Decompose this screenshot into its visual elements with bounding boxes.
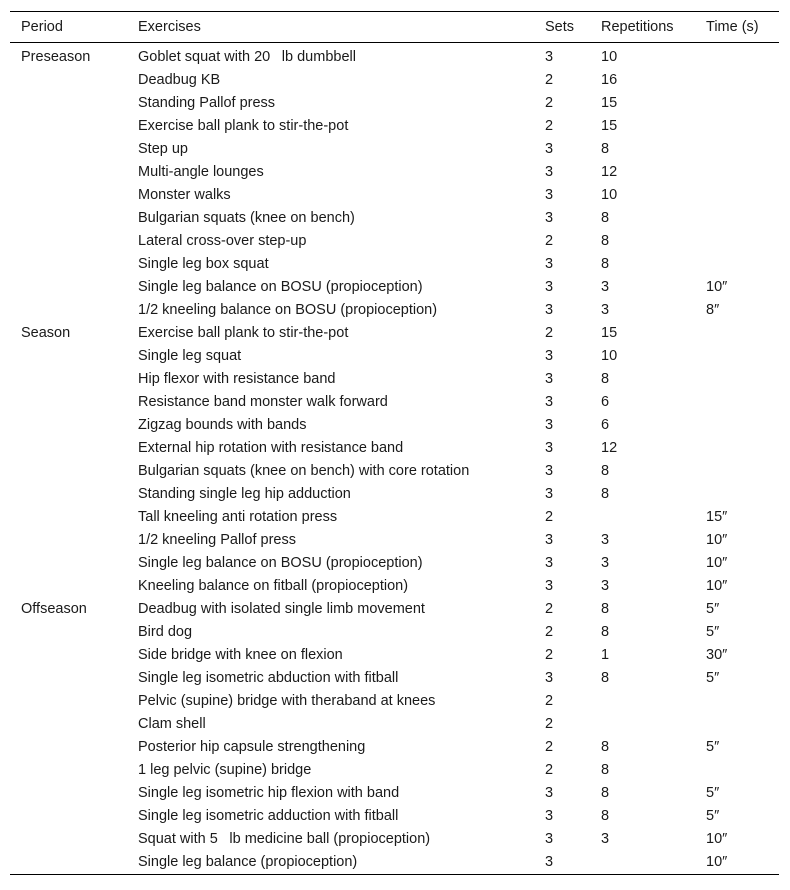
cell-sets: 3 bbox=[545, 256, 554, 272]
cell-sets: 3 bbox=[545, 394, 554, 410]
cell-time bbox=[695, 368, 779, 391]
cell-sets: 3 bbox=[545, 210, 554, 226]
cell-period bbox=[10, 552, 127, 575]
cell-repetitions: 10 bbox=[601, 49, 618, 65]
cell-sets: 3 bbox=[545, 440, 554, 456]
cell-sets: 3 bbox=[545, 831, 554, 847]
cell-repetitions: 12 bbox=[601, 164, 618, 180]
table-row bbox=[10, 276, 779, 299]
cell-exercise: Bird dog bbox=[138, 624, 193, 640]
cell-sets: 2 bbox=[545, 72, 554, 88]
cell-period bbox=[10, 276, 127, 299]
table-row bbox=[10, 598, 779, 621]
cell-time bbox=[695, 759, 779, 782]
cell-time: 8″ bbox=[706, 302, 720, 318]
cell-sets: 2 bbox=[545, 233, 554, 249]
cell-period bbox=[10, 161, 127, 184]
cell-period bbox=[10, 621, 127, 644]
cell-exercise: Multi-angle lounges bbox=[138, 164, 264, 180]
cell-repetitions: 8 bbox=[601, 601, 610, 617]
cell-sets: 3 bbox=[545, 141, 554, 157]
cell-exercise: Lateral cross-over step-up bbox=[138, 233, 307, 249]
cell-period bbox=[10, 368, 127, 391]
cell-period bbox=[10, 345, 127, 368]
cell-repetitions: 15 bbox=[601, 95, 618, 111]
cell-sets: 3 bbox=[545, 486, 554, 502]
cell-repetitions: 8 bbox=[601, 808, 610, 824]
cell-period bbox=[10, 391, 127, 414]
cell-period bbox=[10, 184, 127, 207]
table-row bbox=[10, 391, 779, 414]
cell-period bbox=[10, 690, 127, 713]
cell-repetitions: 3 bbox=[601, 532, 610, 548]
cell-sets: 2 bbox=[545, 325, 554, 341]
cell-repetitions: 15 bbox=[601, 118, 618, 134]
cell-exercise: Goblet squat with 20 lb dumbbell bbox=[138, 49, 356, 65]
header-period: Period bbox=[21, 19, 63, 35]
cell-exercise: Single leg isometric hip flexion with band bbox=[138, 785, 400, 801]
cell-exercise: Zigzag bounds with bands bbox=[138, 417, 307, 433]
cell-exercise: Step up bbox=[138, 141, 188, 157]
cell-repetitions: 8 bbox=[601, 486, 610, 502]
cell-sets: 2 bbox=[545, 739, 554, 755]
table-row bbox=[10, 529, 779, 552]
cell-time bbox=[695, 138, 779, 161]
cell-time bbox=[695, 437, 779, 460]
table-row bbox=[10, 184, 779, 207]
cell-sets: 2 bbox=[545, 762, 554, 778]
cell-exercise: 1/2 kneeling Pallof press bbox=[138, 532, 296, 548]
cell-sets: 2 bbox=[545, 95, 554, 111]
cell-repetitions: 8 bbox=[601, 233, 610, 249]
cell-repetitions: 8 bbox=[601, 670, 610, 686]
table-row bbox=[10, 483, 779, 506]
cell-period bbox=[10, 805, 127, 828]
cell-sets: 2 bbox=[545, 647, 554, 663]
cell-repetitions: 3 bbox=[601, 279, 610, 295]
cell-repetitions: 10 bbox=[601, 348, 618, 364]
cell-repetitions: 8 bbox=[601, 371, 610, 387]
cell-sets: 3 bbox=[545, 164, 554, 180]
table-row bbox=[10, 92, 779, 115]
cell-time bbox=[695, 230, 779, 253]
cell-period: Preseason bbox=[21, 49, 91, 65]
cell-time: 5″ bbox=[706, 808, 720, 824]
cell-exercise: Standing single leg hip adduction bbox=[138, 486, 351, 502]
cell-period bbox=[10, 230, 127, 253]
cell-sets: 3 bbox=[545, 808, 554, 824]
cell-time: 10″ bbox=[706, 578, 728, 594]
cell-sets: 3 bbox=[545, 555, 554, 571]
cell-time bbox=[695, 322, 779, 345]
cell-period bbox=[10, 575, 127, 598]
table-row bbox=[10, 437, 779, 460]
cell-time bbox=[695, 253, 779, 276]
cell-sets: 3 bbox=[545, 670, 554, 686]
header-sets: Sets bbox=[545, 19, 575, 35]
cell-time bbox=[695, 345, 779, 368]
cell-time bbox=[695, 414, 779, 437]
table-row bbox=[10, 43, 779, 70]
cell-repetitions: 3 bbox=[601, 578, 610, 594]
cell-sets: 3 bbox=[545, 785, 554, 801]
cell-period bbox=[10, 207, 127, 230]
cell-repetitions: 12 bbox=[601, 440, 618, 456]
cell-exercise: Kneeling balance on fitball (propioception) bbox=[138, 578, 409, 594]
cell-time: 5″ bbox=[706, 624, 720, 640]
cell-period bbox=[10, 851, 127, 875]
table-row bbox=[10, 69, 779, 92]
cell-exercise: Standing Pallof press bbox=[138, 95, 276, 111]
table-row bbox=[10, 138, 779, 161]
cell-period bbox=[10, 69, 127, 92]
cell-sets: 3 bbox=[545, 49, 554, 65]
header-row bbox=[10, 12, 779, 43]
cell-exercise: Single leg isometric abduction with fitball bbox=[138, 670, 399, 686]
cell-exercise: External hip rotation with resistance band bbox=[138, 440, 404, 456]
cell-exercise: Hip flexor with resistance band bbox=[138, 371, 336, 387]
table-row bbox=[10, 713, 779, 736]
cell-sets: 2 bbox=[545, 624, 554, 640]
table-row bbox=[10, 299, 779, 322]
cell-sets: 3 bbox=[545, 302, 554, 318]
cell-repetitions: 16 bbox=[601, 72, 618, 88]
cell-time bbox=[695, 184, 779, 207]
cell-time bbox=[695, 460, 779, 483]
cell-exercise: Bulgarian squats (knee on bench) bbox=[138, 210, 355, 226]
table-row bbox=[10, 690, 779, 713]
cell-sets: 3 bbox=[545, 578, 554, 594]
table-row bbox=[10, 460, 779, 483]
cell-repetitions: 3 bbox=[601, 302, 610, 318]
cell-repetitions: 8 bbox=[601, 739, 610, 755]
cell-exercise: Single leg box squat bbox=[138, 256, 269, 272]
exercise-table-container bbox=[10, 11, 779, 875]
table-row bbox=[10, 414, 779, 437]
cell-exercise: Single leg balance (propioception) bbox=[138, 854, 358, 870]
cell-repetitions: 15 bbox=[601, 325, 618, 341]
cell-time bbox=[695, 690, 779, 713]
cell-exercise: Single leg isometric adduction with fitball bbox=[138, 808, 399, 824]
cell-time: 5″ bbox=[706, 785, 720, 801]
cell-period bbox=[10, 299, 127, 322]
table-row bbox=[10, 368, 779, 391]
cell-exercise: Monster walks bbox=[138, 187, 231, 203]
cell-exercise: Exercise ball plank to stir-the-pot bbox=[138, 118, 349, 134]
cell-period bbox=[10, 414, 127, 437]
header-repetitions: Repetitions bbox=[601, 19, 674, 35]
cell-exercise: Pelvic (supine) bridge with theraband at knees bbox=[138, 693, 436, 709]
cell-time: 5″ bbox=[706, 601, 720, 617]
header-exercises: Exercises bbox=[138, 19, 201, 35]
cell-period bbox=[10, 529, 127, 552]
cell-sets: 3 bbox=[545, 463, 554, 479]
table-header bbox=[10, 12, 779, 43]
cell-sets: 3 bbox=[545, 532, 554, 548]
cell-exercise: Exercise ball plank to stir-the-pot bbox=[138, 325, 349, 341]
exercise-table bbox=[10, 11, 779, 875]
cell-time: 30″ bbox=[706, 647, 728, 663]
cell-sets: 2 bbox=[545, 716, 554, 732]
table-row bbox=[10, 115, 779, 138]
cell-period bbox=[10, 253, 127, 276]
cell-sets: 3 bbox=[545, 854, 554, 870]
cell-time: 10″ bbox=[706, 831, 728, 847]
cell-time bbox=[695, 713, 779, 736]
cell-exercise: Single leg squat bbox=[138, 348, 242, 364]
table-row bbox=[10, 161, 779, 184]
cell-repetitions: 1 bbox=[601, 647, 610, 663]
cell-sets: 3 bbox=[545, 417, 554, 433]
cell-time bbox=[695, 43, 779, 70]
cell-time: 5″ bbox=[706, 670, 720, 686]
cell-exercise: Single leg balance on BOSU (propioception) bbox=[138, 279, 423, 295]
cell-repetitions: 8 bbox=[601, 210, 610, 226]
cell-period bbox=[10, 138, 127, 161]
cell-sets: 3 bbox=[545, 187, 554, 203]
cell-repetitions: 8 bbox=[601, 624, 610, 640]
cell-time: 10″ bbox=[706, 555, 728, 571]
table-row bbox=[10, 736, 779, 759]
cell-exercise: Clam shell bbox=[138, 716, 206, 732]
table-row bbox=[10, 644, 779, 667]
cell-time: 10″ bbox=[706, 532, 728, 548]
cell-exercise: 1 leg pelvic (supine) bridge bbox=[138, 762, 312, 778]
cell-repetitions bbox=[590, 690, 695, 713]
cell-time: 15″ bbox=[706, 509, 728, 525]
table-row bbox=[10, 322, 779, 345]
cell-period: Offseason bbox=[21, 601, 87, 617]
cell-exercise: Tall kneeling anti rotation press bbox=[138, 509, 338, 525]
cell-time bbox=[695, 161, 779, 184]
cell-period bbox=[10, 506, 127, 529]
table-row bbox=[10, 207, 779, 230]
table-row bbox=[10, 828, 779, 851]
cell-sets: 2 bbox=[545, 693, 554, 709]
cell-period bbox=[10, 667, 127, 690]
cell-time bbox=[695, 483, 779, 506]
cell-time: 10″ bbox=[706, 279, 728, 295]
cell-period bbox=[10, 92, 127, 115]
cell-exercise: Side bridge with knee on flexion bbox=[138, 647, 343, 663]
cell-period bbox=[10, 782, 127, 805]
table-row bbox=[10, 759, 779, 782]
cell-exercise: Resistance band monster walk forward bbox=[138, 394, 388, 410]
table-row bbox=[10, 552, 779, 575]
cell-period: Season bbox=[21, 325, 71, 341]
cell-period bbox=[10, 759, 127, 782]
cell-sets: 2 bbox=[545, 118, 554, 134]
cell-period bbox=[10, 437, 127, 460]
cell-exercise: Squat with 5 lb medicine ball (propioception) bbox=[138, 831, 431, 847]
cell-period bbox=[10, 736, 127, 759]
cell-period bbox=[10, 460, 127, 483]
cell-sets: 3 bbox=[545, 279, 554, 295]
cell-period bbox=[10, 483, 127, 506]
table-row bbox=[10, 575, 779, 598]
header-time: Time (s) bbox=[706, 19, 759, 35]
table-row bbox=[10, 621, 779, 644]
cell-period bbox=[10, 713, 127, 736]
cell-exercise: 1/2 kneeling balance on BOSU (propioception) bbox=[138, 302, 438, 318]
cell-sets: 2 bbox=[545, 601, 554, 617]
cell-sets: 2 bbox=[545, 509, 554, 525]
cell-time bbox=[695, 69, 779, 92]
cell-repetitions: 8 bbox=[601, 785, 610, 801]
cell-period bbox=[10, 828, 127, 851]
table-row bbox=[10, 253, 779, 276]
cell-time bbox=[695, 391, 779, 414]
cell-time bbox=[695, 92, 779, 115]
cell-exercise: Posterior hip capsule strengthening bbox=[138, 739, 366, 755]
table-row bbox=[10, 667, 779, 690]
table-row bbox=[10, 851, 779, 875]
cell-repetitions: 10 bbox=[601, 187, 618, 203]
table-body bbox=[10, 43, 779, 875]
cell-repetitions bbox=[590, 506, 695, 529]
table-row bbox=[10, 782, 779, 805]
cell-time: 10″ bbox=[706, 854, 728, 870]
cell-repetitions: 8 bbox=[601, 256, 610, 272]
cell-repetitions: 6 bbox=[601, 417, 610, 433]
cell-repetitions: 3 bbox=[601, 555, 610, 571]
cell-exercise: Deadbug with isolated single limb movement bbox=[138, 601, 425, 617]
cell-repetitions bbox=[590, 713, 695, 736]
cell-repetitions: 8 bbox=[601, 762, 610, 778]
cell-repetitions: 6 bbox=[601, 394, 610, 410]
cell-repetitions: 8 bbox=[601, 141, 610, 157]
cell-repetitions: 3 bbox=[601, 831, 610, 847]
table-row bbox=[10, 345, 779, 368]
table-row bbox=[10, 805, 779, 828]
cell-repetitions bbox=[590, 851, 695, 875]
cell-time bbox=[695, 115, 779, 138]
cell-period bbox=[10, 644, 127, 667]
cell-exercise: Bulgarian squats (knee on bench) with core rotation bbox=[138, 463, 470, 479]
cell-exercise: Deadbug KB bbox=[138, 72, 221, 88]
table-row bbox=[10, 506, 779, 529]
cell-time bbox=[695, 207, 779, 230]
cell-time: 5″ bbox=[706, 739, 720, 755]
table-row bbox=[10, 230, 779, 253]
cell-period bbox=[10, 115, 127, 138]
cell-repetitions: 8 bbox=[601, 463, 610, 479]
cell-sets: 3 bbox=[545, 348, 554, 364]
cell-exercise: Single leg balance on BOSU (propioception) bbox=[138, 555, 423, 571]
cell-sets: 3 bbox=[545, 371, 554, 387]
